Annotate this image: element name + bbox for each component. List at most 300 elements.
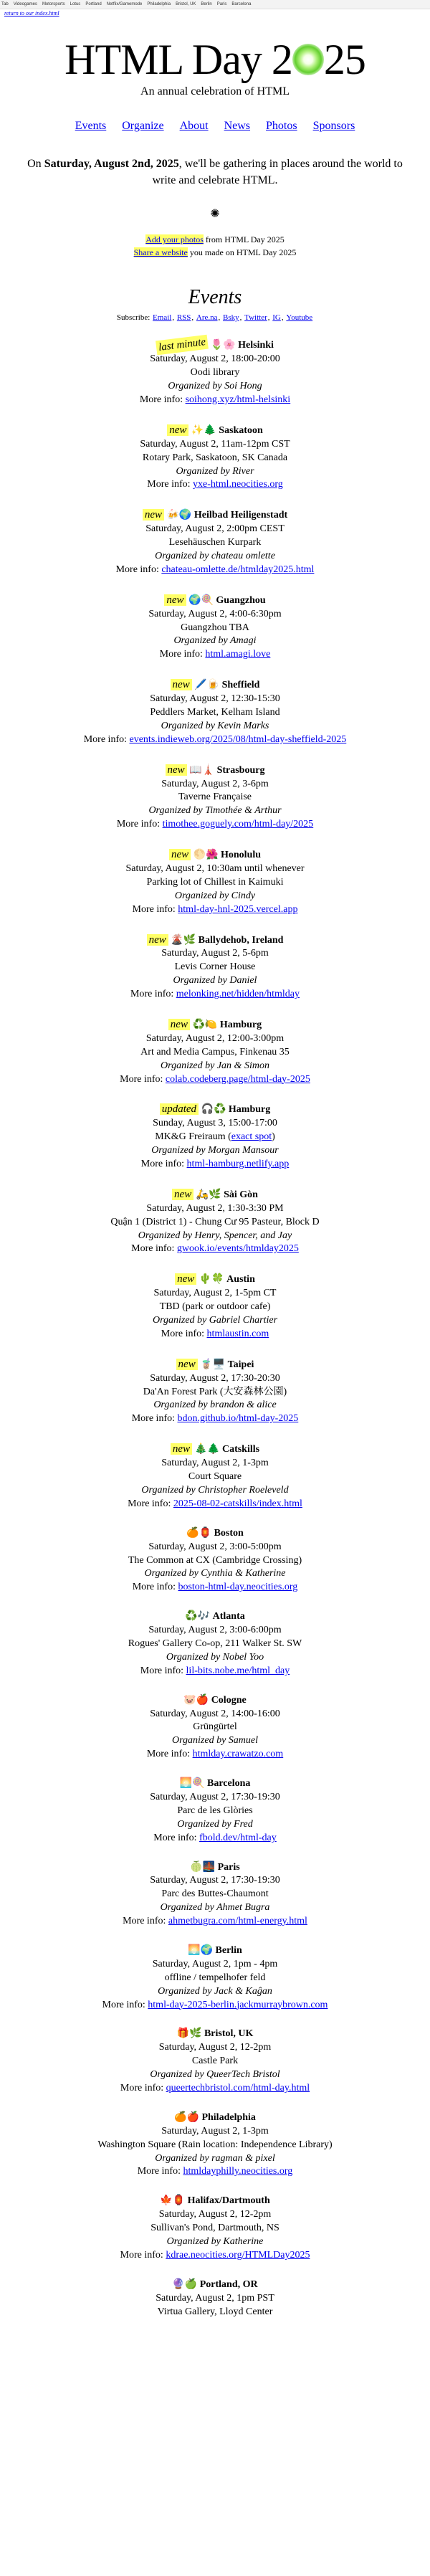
event-badge: new — [167, 424, 188, 436]
more-info-label: More info: — [140, 1665, 186, 1676]
more-info-label: More info: — [120, 2083, 166, 2093]
event-title — [0, 508, 430, 523]
event-link[interactable]: events.indieweb.org/2025/08/html-day-sheffield-2025 — [129, 733, 347, 745]
event-link[interactable]: soihong.xyz/html-helsinki — [185, 394, 291, 405]
event-emoji: 🌷🌸 — [210, 340, 236, 351]
title-part-2: 25 — [323, 36, 366, 83]
event-emoji: 🍊🍎 — [174, 2111, 199, 2123]
event-time: Saturday, August 2, 12-2pm — [158, 2042, 272, 2053]
event-link[interactable]: boston-html-day.neocities.org — [178, 1582, 298, 1593]
event-location — [0, 1216, 430, 1230]
event-item — [0, 508, 430, 576]
event-name: Strasbourg — [216, 764, 265, 776]
event-title — [0, 1017, 430, 1032]
share-links — [0, 233, 430, 259]
event-time: Saturday, August 2, 18:00-20:00 — [150, 353, 280, 365]
event-location-text: Washington Square (Rain location: Independence Library) — [97, 2139, 333, 2150]
event-link[interactable]: timothee.goguely.com/html-day/2025 — [162, 819, 314, 830]
bookmarks-bar — [0, 0, 430, 9]
event-organizer: Organized by River — [176, 465, 254, 477]
event-more-info — [0, 2249, 430, 2263]
event-emoji: ♻️🍋 — [192, 1020, 218, 1030]
more-info-label: More info: — [130, 989, 176, 1000]
event-emoji: 📖🗼 — [189, 764, 215, 776]
event-link[interactable]: ahmetbugra.com/html-energy.html — [168, 1916, 307, 1927]
more-info-label: More info: — [123, 1916, 168, 1927]
event-time: Saturday, August 2, 17:30-19:30 — [150, 1875, 280, 1886]
event-time: Saturday, August 2, 12:30-15:30 — [150, 693, 280, 705]
event-organizer: Organized by ragman & pixel — [155, 2152, 275, 2164]
event-title — [0, 1610, 430, 1624]
event-location — [0, 876, 430, 890]
event-name: Hamburg — [219, 1020, 262, 1030]
event-item — [0, 338, 430, 407]
event-time: Saturday, August 2, 17:30-20:30 — [150, 1372, 280, 1384]
event-item — [0, 2111, 430, 2179]
event-emoji: 🍻🌍 — [166, 510, 192, 521]
more-info-label: More info: — [161, 1328, 207, 1339]
event-name: Boston — [214, 1527, 244, 1539]
event-item — [0, 1610, 430, 1678]
more-info-label: More info: — [140, 1159, 187, 1170]
event-time: Saturday, August 2, 3:00-5:00pm — [148, 1541, 282, 1552]
event-emoji: 🔮🍏 — [172, 2278, 198, 2290]
event-location-text: Oodi library — [190, 367, 240, 379]
event-time: Saturday, August 2, 12:00-3:00pm — [145, 1032, 285, 1044]
event-link[interactable]: bdon.github.io/html-day-2025 — [177, 1413, 299, 1425]
divider-icon: ✺ — [210, 208, 220, 221]
event-item — [0, 593, 430, 662]
event-badge: new — [143, 509, 164, 521]
event-name: Helsinki — [238, 340, 274, 351]
event-badge: new — [164, 594, 186, 606]
event-link[interactable]: html-day-hnl-2025.vercel.app — [178, 903, 298, 915]
event-more-info — [0, 1158, 430, 1171]
event-item — [0, 847, 430, 916]
event-location — [0, 1972, 430, 1985]
event-organizer: Organized by Christopher Roeleveld — [141, 1484, 289, 1496]
event-link[interactable]: gwook.io/events/htmlday2025 — [176, 1243, 299, 1255]
bookmark-item[interactable]: Philadelphia — [147, 2, 171, 6]
event-more-info — [0, 1412, 430, 1426]
event-organizer: Organized by Cindy — [174, 890, 256, 901]
event-more-info — [0, 2165, 430, 2179]
event-organizer: Organized by Ahmet Bugra — [160, 1902, 270, 1914]
event-link[interactable]: fbold.dev/html-day — [199, 1832, 277, 1843]
event-organizer: Organized by QueerTech Bristol — [150, 2069, 280, 2081]
event-organizer: Organized by Samuel — [171, 1735, 259, 1746]
event-item — [0, 933, 430, 1002]
event-title — [0, 678, 430, 693]
bookmark-item[interactable]: Portland — [85, 2, 102, 6]
event-location — [0, 1805, 430, 1818]
event-time: Saturday, August 2, 10:30am until whenever — [125, 862, 305, 874]
subscribe-link[interactable]: Youtube — [286, 313, 313, 323]
event-item — [0, 423, 430, 492]
event-emoji: 🌕🌺 — [193, 850, 219, 861]
event-title — [0, 763, 430, 778]
event-more-info — [0, 1665, 430, 1678]
event-more-info — [0, 648, 430, 662]
intro-post: , we'll be gathering in places around the world to write and celebrate HTML. — [152, 158, 403, 187]
event-organizer: Organized by Katherine — [166, 2236, 264, 2248]
event-location — [0, 791, 430, 804]
event-badge: new — [172, 1189, 194, 1200]
event-emoji: 🖊️🍺 — [194, 680, 220, 691]
event-location-text: Parking lot of Chillest in Kaimuki — [146, 876, 284, 888]
event-title — [0, 2278, 430, 2292]
more-info-label: More info: — [102, 1999, 148, 2010]
event-more-info — [0, 2082, 430, 2096]
event-title — [0, 933, 430, 948]
subscribe-link[interactable]: Bsky — [223, 313, 239, 323]
event-location — [0, 1554, 430, 1568]
intro-text — [22, 156, 408, 189]
event-name: Ballydehob, Ireland — [198, 934, 284, 946]
share-website-text: you made on HTML Day 2025 — [187, 247, 297, 258]
bookmark-item[interactable]: Videogames — [13, 2, 37, 6]
page-title — [0, 38, 430, 81]
event-name: Honolulu — [221, 850, 262, 861]
more-info-label: More info: — [147, 479, 194, 490]
more-info-label: More info: — [131, 1413, 178, 1425]
event-more-info — [0, 1915, 430, 1929]
event-emoji: 🌋🌿 — [171, 934, 196, 946]
header — [0, 38, 430, 133]
nav-sponsors[interactable]: Sponsors — [312, 120, 355, 132]
bookmark-item[interactable]: Netflix/Gamemode — [106, 2, 143, 6]
event-location-text: Peddlers Market, Kelham Island — [150, 706, 280, 718]
event-time: Saturday, August 2, 1:30-3:30 PM — [146, 1202, 284, 1214]
event-link[interactable]: chateau-omlette.de/htmlday2025.html — [161, 564, 315, 575]
more-info-label: More info: — [128, 1498, 173, 1509]
nav-news[interactable]: News — [224, 120, 251, 132]
event-time: Saturday, August 2, 2:00pm CEST — [145, 523, 285, 535]
event-location-text: Guangzhou TBA — [181, 622, 249, 633]
event-time: Saturday, August 2, 1pm PST — [156, 2292, 274, 2304]
event-item — [0, 2278, 430, 2319]
event-badge: new — [168, 1019, 190, 1030]
event-item — [0, 1694, 430, 1762]
share-website-link[interactable]: Share a website — [133, 247, 188, 258]
more-info-label: More info: — [116, 819, 163, 830]
event-organizer: Organized by Cynthia & Katherine — [144, 1568, 286, 1579]
event-item — [0, 2195, 430, 2262]
subscribe-link[interactable]: Twitter — [244, 313, 267, 323]
event-time: Saturday, August 2, 5-6pm — [161, 948, 269, 959]
event-location — [0, 1721, 430, 1734]
subscribe-link[interactable]: IG — [272, 313, 281, 323]
event-name: Barcelona — [206, 1778, 251, 1790]
event-more-info — [0, 1073, 430, 1087]
event-time: Saturday, August 2, 1-5pm CT — [153, 1288, 277, 1299]
nav-about[interactable]: About — [179, 120, 209, 132]
event-more-info — [0, 1748, 430, 1762]
event-badge: last minute — [156, 335, 209, 356]
event-organizer: Organized by Jan & Simon — [161, 1060, 269, 1071]
event-emoji: 🧋🖥️ — [200, 1359, 226, 1370]
event-name: Berlin — [215, 1944, 242, 1956]
event-more-info — [0, 1328, 430, 1341]
event-location — [0, 1470, 430, 1484]
event-link[interactable]: kdrae.neocities.org/HTMLDay2025 — [166, 2249, 310, 2261]
more-info-label: More info: — [139, 394, 186, 405]
event-location-text: Virtua Gallery, Lloyd Center — [157, 2306, 273, 2317]
event-item — [0, 678, 430, 746]
event-more-info — [0, 1242, 430, 1256]
event-item — [0, 1357, 430, 1426]
event-time: Saturday, August 2, 1pm - 4pm — [152, 1958, 278, 1969]
event-more-info — [0, 903, 430, 917]
bookmark-item[interactable]: Paris — [216, 2, 227, 6]
event-badge: new — [169, 849, 191, 860]
event-organizer: Organized by chateau omlette — [155, 550, 275, 561]
event-link[interactable]: 2025-08-02-catskills/index.html — [173, 1498, 302, 1509]
event-link[interactable]: htmlaustin.com — [206, 1328, 269, 1339]
bookmark-item[interactable]: Berlin — [201, 2, 212, 6]
event-name: Halifax/Dartmouth — [187, 2195, 270, 2207]
return-link[interactable]: return to our index.html — [4, 10, 59, 16]
event-emoji: 🍈🌉 — [190, 1861, 216, 1873]
events-list — [0, 338, 430, 2319]
event-location-text: Sullivan's Pond, Dartmouth, NS — [150, 2223, 280, 2234]
event-link[interactable]: htmlday.crawatzo.com — [192, 1749, 284, 1760]
event-name: Atlanta — [212, 1611, 245, 1622]
event-more-info — [0, 988, 430, 1002]
event-location — [0, 622, 430, 635]
event-name: Heilbad Heiligenstadt — [194, 510, 288, 521]
event-more-info — [0, 478, 430, 492]
subscribe-link[interactable]: RSS — [176, 313, 191, 323]
event-link[interactable]: queertechbristol.com/html-day.html — [166, 2083, 310, 2093]
event-emoji: 🎧♻️ — [201, 1104, 226, 1116]
event-item — [0, 1442, 430, 1511]
event-link[interactable]: htmldayphilly.neocities.org — [183, 2166, 293, 2177]
event-more-info — [0, 1498, 430, 1511]
more-info-label: More info: — [83, 733, 130, 745]
event-title — [0, 847, 430, 862]
event-item — [0, 1944, 430, 2012]
event-item — [0, 2028, 430, 2095]
event-location — [0, 1131, 430, 1144]
event-location-text: Castle Park — [191, 2055, 239, 2067]
event-location-text: MK&G Freiraum ( — [155, 1131, 231, 1143]
event-title — [0, 423, 430, 438]
event-organizer: Organized by Nobel Yoo — [166, 1651, 264, 1663]
event-name: Cologne — [211, 1694, 247, 1706]
event-location — [0, 2139, 430, 2152]
event-badge: new — [171, 1443, 192, 1455]
event-title — [0, 2111, 430, 2125]
event-link[interactable]: lil-bits.nobe.me/html_day — [186, 1665, 290, 1676]
event-name: Sài Gòn — [224, 1189, 258, 1200]
more-info-label: More info: — [153, 1832, 200, 1843]
more-info-label: More info: — [132, 903, 178, 915]
subscribe-link[interactable]: Email — [153, 313, 172, 323]
event-location-text: Lesehäuschen Kurpark — [168, 537, 262, 548]
event-more-info — [0, 394, 430, 407]
event-title — [0, 1527, 430, 1541]
nav-photos[interactable]: Photos — [266, 120, 297, 132]
event-badge: new — [166, 764, 187, 776]
event-name: Hamburg — [228, 1104, 271, 1116]
event-location-text: Rogues' Gallery Co-op, 211 Walker St. SW — [128, 1638, 302, 1649]
event-organizer: Organized by Kevin Marks — [161, 720, 269, 731]
event-item — [0, 1861, 430, 1929]
event-location-text: Parc des Buttes-Chaumont — [161, 1888, 269, 1900]
event-title — [0, 1777, 430, 1791]
event-link[interactable]: yxe-html.neocities.org — [193, 479, 283, 490]
event-name: Philadelphia — [201, 2111, 256, 2123]
event-badge: new — [175, 1273, 196, 1285]
event-badge: updated — [160, 1103, 199, 1115]
event-time: Saturday, August 2, 17:30-19:30 — [150, 1791, 280, 1802]
event-link[interactable]: melonking.net/hidden/htmlday — [176, 989, 300, 1000]
event-location-text: Grüngürtel — [193, 1721, 237, 1733]
event-emoji: 🎁🌿 — [176, 2028, 202, 2040]
event-time: Saturday, August 2, 1-3pm — [161, 1458, 269, 1469]
more-info-label: More info: — [120, 2249, 166, 2261]
event-emoji: 🌵🍀 — [199, 1274, 224, 1285]
event-location-text: offline / tempelhofer feld — [164, 1972, 266, 1983]
bookmark-item[interactable]: Tab — [1, 2, 9, 6]
bookmark-item[interactable]: Lotus — [70, 2, 81, 6]
event-more-info — [0, 733, 430, 747]
event-organizer: Organized by Daniel — [173, 975, 257, 987]
exact-spot-link[interactable]: exact spot — [231, 1131, 272, 1143]
event-title — [0, 1187, 430, 1202]
event-name: Catskills — [221, 1444, 260, 1455]
bookmark-item[interactable]: Motorsports — [42, 2, 65, 6]
event-item — [0, 1527, 430, 1594]
add-photos-link[interactable]: Add your photos — [145, 234, 204, 245]
event-emoji: 🍊🏮 — [186, 1527, 212, 1539]
event-time: Saturday, August 2, 12-2pm — [158, 2209, 272, 2220]
more-info-label: More info: — [159, 649, 206, 660]
add-photos-text: from HTML Day 2025 — [203, 234, 285, 245]
event-item — [0, 1102, 430, 1171]
more-info-label: More info: — [137, 2166, 183, 2177]
event-location-text: Quận 1 (District 1) - Chung Cư 95 Pasteur, Block D — [110, 1216, 320, 1227]
event-item — [0, 1272, 430, 1341]
event-time: Saturday, August 2, 3:00-6:00pm — [148, 1625, 282, 1636]
event-location-end: ) — [272, 1131, 275, 1143]
event-title — [0, 1272, 430, 1287]
nav-organize[interactable]: Organize — [122, 120, 164, 132]
event-organizer: Organized by Amagi — [173, 635, 257, 647]
event-organizer: Organized by Jack & Kaĝan — [158, 1985, 272, 1997]
event-organizer: Organized by Fred — [177, 1818, 253, 1830]
intro-date: Saturday, August 2nd, 2025 — [44, 158, 179, 170]
event-time: Saturday, August 2, 14:00-16:00 — [150, 1708, 280, 1719]
event-location — [0, 1386, 430, 1399]
event-location-text: TBD (park or outdoor cafe) — [159, 1301, 271, 1313]
subscribe-label: Subscribe: — [116, 313, 153, 323]
event-title — [0, 1357, 430, 1372]
more-info-label: More info: — [132, 1582, 178, 1593]
event-emoji: 🍁🏮 — [160, 2195, 186, 2207]
event-item — [0, 1017, 430, 1086]
event-name: Portland, OR — [199, 2278, 258, 2290]
event-organizer: Organized by Morgan Mansour — [151, 1145, 279, 1156]
event-time: Saturday, August 2, 11am-12pm CST — [140, 438, 290, 450]
event-more-info — [0, 1999, 430, 2012]
event-location — [0, 1638, 430, 1651]
nav-events[interactable]: Events — [75, 120, 107, 132]
event-organizer: Organized by Timothée & Arthur — [148, 805, 282, 817]
more-info-label: More info: — [131, 1243, 177, 1255]
event-location — [0, 452, 430, 465]
event-location — [0, 1046, 430, 1060]
event-location-text: Taverne Française — [178, 792, 252, 803]
event-location-text: Court Square — [188, 1471, 242, 1483]
event-time: Saturday, August 2, 3-6pm — [161, 778, 269, 789]
event-time: Sunday, August 3, 15:00-17:00 — [153, 1118, 277, 1129]
more-info-label: More info: — [120, 1073, 166, 1085]
event-name: Taipei — [227, 1359, 254, 1370]
event-item — [0, 763, 430, 832]
event-location — [0, 1888, 430, 1901]
intro-pre: On — [27, 158, 44, 170]
event-title — [0, 2028, 430, 2041]
event-link[interactable]: html-hamburg.netlify.app — [186, 1159, 290, 1170]
event-more-info — [0, 1581, 430, 1594]
event-link[interactable]: html-day-2025-berlin.jackmurraybrown.com — [148, 1999, 328, 2010]
event-link[interactable]: colab.codeberg.page/html-day-2025 — [165, 1073, 310, 1085]
event-time: Saturday, August 2, 4:00-6:30pm — [148, 608, 282, 619]
event-link[interactable]: html.amagi.love — [205, 649, 271, 660]
sun-icon — [292, 44, 324, 75]
event-more-info — [0, 564, 430, 577]
bookmark-item[interactable]: Barcelona — [231, 2, 252, 6]
event-emoji: ✨🌲 — [191, 424, 216, 436]
more-info-label: More info: — [115, 564, 162, 575]
main-nav — [0, 120, 430, 133]
event-title — [0, 1442, 430, 1457]
event-title — [0, 338, 430, 353]
event-emoji: 🛵🌿 — [196, 1189, 221, 1200]
return-link-wrap — [4, 10, 430, 16]
event-title — [0, 2195, 430, 2208]
event-emoji: 🐷🍎 — [183, 1694, 209, 1706]
subtitle: An annual celebration of HTML — [140, 85, 290, 98]
event-emoji: 🎄🌲 — [194, 1444, 220, 1455]
event-emoji: ♻️🎶 — [185, 1611, 211, 1622]
events-heading: Events — [188, 286, 242, 309]
event-badge: new — [147, 934, 168, 946]
event-name: Austin — [226, 1274, 255, 1285]
event-more-info — [0, 818, 430, 832]
event-location — [0, 366, 430, 380]
event-item — [0, 1777, 430, 1845]
event-location — [0, 961, 430, 974]
event-location — [0, 2055, 430, 2068]
event-badge: new — [176, 1359, 198, 1370]
event-organizer: Organized by Soi Hong — [168, 381, 262, 392]
event-location — [0, 706, 430, 720]
subscribe-link[interactable]: Are.na — [196, 313, 218, 323]
more-info-label: More info: — [146, 1749, 193, 1760]
event-name: Sheffield — [221, 680, 260, 691]
event-location-text: The Common at CX (Cambridge Crossing) — [128, 1554, 302, 1566]
event-title — [0, 1861, 430, 1875]
event-title — [0, 593, 430, 608]
subscribe-bar: Subscribe: Email, RSS, Are.na, Bsky, Twitter, IG, Youtube — [116, 313, 313, 323]
event-organizer: Organized by Gabriel Chartier — [152, 1315, 278, 1326]
event-location-text: Rotary Park, Saskatoon, SK Canada — [142, 452, 288, 463]
bookmark-item[interactable]: Bristol, UK — [176, 2, 196, 6]
event-name: Bristol, UK — [204, 2028, 254, 2040]
